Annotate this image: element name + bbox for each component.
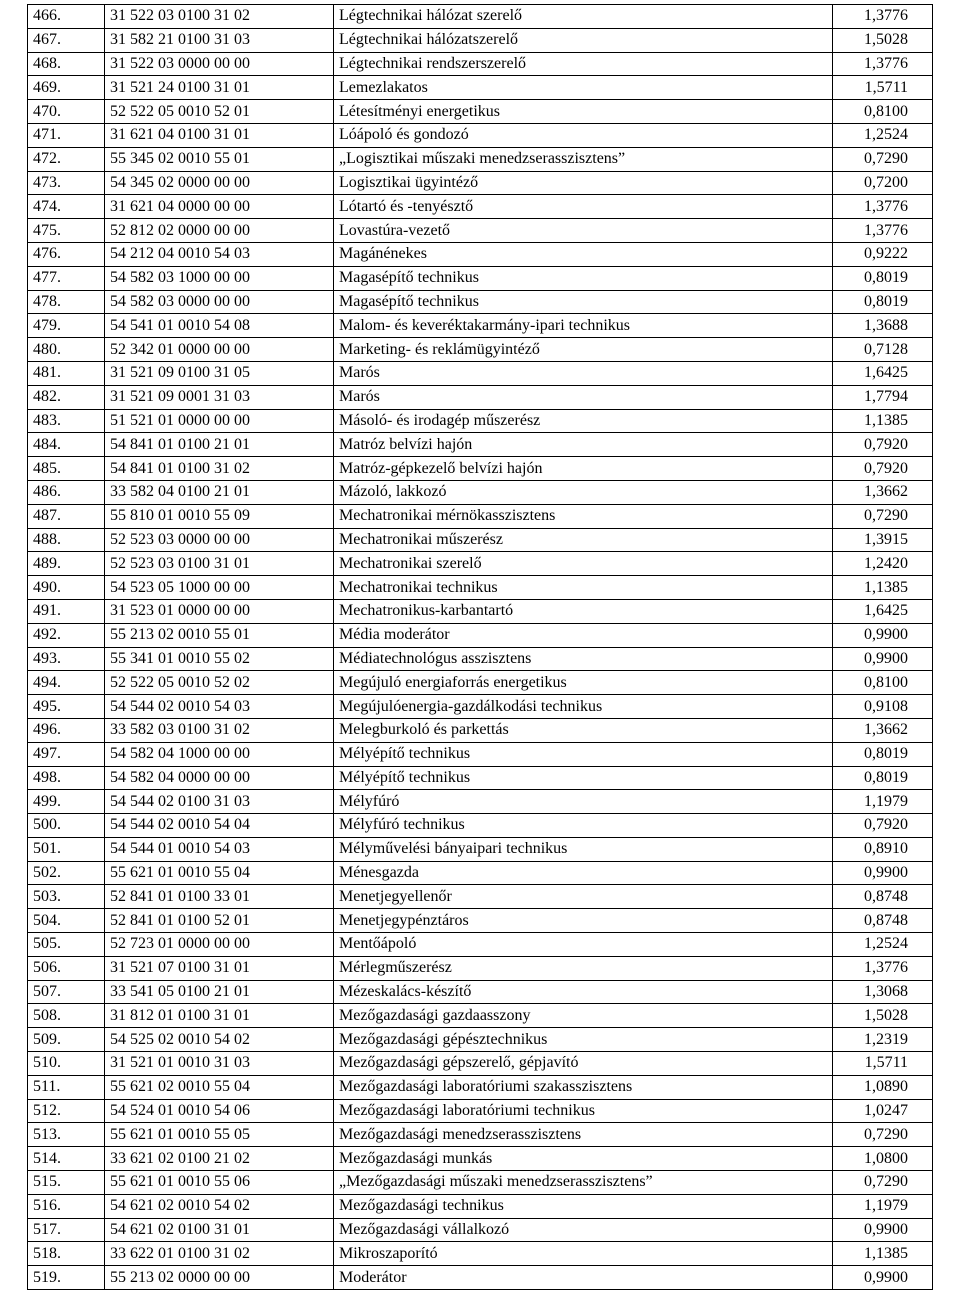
table-row <box>28 361 933 385</box>
occupation-name: Légtechnikai hálózatszerelő <box>334 28 833 52</box>
table-row <box>28 814 933 838</box>
occupation-name: Lovastúra-vezető <box>334 219 833 243</box>
occupation-name: Marketing- és reklámügyintéző <box>334 338 833 362</box>
qualification-code: 54 582 04 0000 00 00 <box>105 766 334 790</box>
occupation-name: Légtechnikai rendszerszerelő <box>334 52 833 76</box>
qualification-code: 55 345 02 0010 55 01 <box>105 147 334 171</box>
table-row <box>28 623 933 647</box>
table-row <box>28 409 933 433</box>
table-row <box>28 480 933 504</box>
occupation-name: Megújulóenergia-gazdálkodási technikus <box>334 695 833 719</box>
row-number: 473. <box>28 171 105 195</box>
row-number: 467. <box>28 28 105 52</box>
qualification-code: 54 345 02 0000 00 00 <box>105 171 334 195</box>
occupation-name: Mezőgazdasági menedzserasszisztens <box>334 1123 833 1147</box>
weight-value: 0,8910 <box>833 837 933 861</box>
row-number: 469. <box>28 76 105 100</box>
table-row <box>28 433 933 457</box>
row-number: 480. <box>28 338 105 362</box>
occupation-name: Marós <box>334 361 833 385</box>
table-row <box>28 147 933 171</box>
qualification-code: 52 523 03 0000 00 00 <box>105 528 334 552</box>
row-number: 519. <box>28 1266 105 1290</box>
qualification-code: 31 621 04 0000 00 00 <box>105 195 334 219</box>
weight-value: 1,5711 <box>833 1052 933 1076</box>
occupation-name: Moderátor <box>334 1266 833 1290</box>
row-number: 498. <box>28 766 105 790</box>
weight-value: 1,1979 <box>833 1194 933 1218</box>
occupation-name: Lemezlakatos <box>334 76 833 100</box>
table-row <box>28 100 933 124</box>
qualification-code: 51 521 01 0000 00 00 <box>105 409 334 433</box>
table-row <box>28 1194 933 1218</box>
weight-value: 0,9900 <box>833 1266 933 1290</box>
row-number: 472. <box>28 147 105 171</box>
occupation-name: Mechatronikai műszerész <box>334 528 833 552</box>
table-row <box>28 195 933 219</box>
occupation-name: Mezőgazdasági technikus <box>334 1194 833 1218</box>
weight-value: 1,0890 <box>833 1075 933 1099</box>
weight-value: 0,9900 <box>833 1218 933 1242</box>
qualification-code: 55 621 01 0010 55 04 <box>105 861 334 885</box>
qualification-code: 33 622 01 0100 31 02 <box>105 1242 334 1266</box>
table-row <box>28 76 933 100</box>
occupation-name: Mézeskalács-készítő <box>334 980 833 1004</box>
row-number: 474. <box>28 195 105 219</box>
qualification-code: 31 812 01 0100 31 01 <box>105 1004 334 1028</box>
table-row <box>28 1099 933 1123</box>
qualification-code: 54 621 02 0100 31 01 <box>105 1218 334 1242</box>
weight-value: 0,9900 <box>833 623 933 647</box>
qualification-code: 33 582 03 0100 31 02 <box>105 718 334 742</box>
qualification-code: 31 582 21 0100 31 03 <box>105 28 334 52</box>
table-row <box>28 528 933 552</box>
weight-value: 1,3662 <box>833 480 933 504</box>
occupation-name: Matróz belvízi hajón <box>334 433 833 457</box>
occupation-name: Melegburkoló és parkettás <box>334 718 833 742</box>
row-number: 511. <box>28 1075 105 1099</box>
qualification-code: 52 522 05 0010 52 02 <box>105 671 334 695</box>
row-number: 500. <box>28 814 105 838</box>
qualification-code: 55 810 01 0010 55 09 <box>105 504 334 528</box>
row-number: 476. <box>28 242 105 266</box>
weight-value: 0,8100 <box>833 100 933 124</box>
table-row <box>28 385 933 409</box>
weight-value: 0,8019 <box>833 290 933 314</box>
weight-value: 1,2420 <box>833 552 933 576</box>
qualification-code: 54 582 03 1000 00 00 <box>105 266 334 290</box>
occupation-name: Mélyépítő technikus <box>334 766 833 790</box>
row-number: 512. <box>28 1099 105 1123</box>
occupation-table <box>27 4 933 1290</box>
occupation-name: Magasépítő technikus <box>334 266 833 290</box>
table-row <box>28 576 933 600</box>
occupation-name: Mezőgazdasági gépésztechnikus <box>334 1028 833 1052</box>
table-row <box>28 885 933 909</box>
table-row <box>28 742 933 766</box>
qualification-code: 54 582 03 0000 00 00 <box>105 290 334 314</box>
weight-value: 1,3662 <box>833 718 933 742</box>
weight-value: 1,1385 <box>833 1242 933 1266</box>
row-number: 502. <box>28 861 105 885</box>
qualification-code: 52 841 01 0100 52 01 <box>105 909 334 933</box>
qualification-code: 55 213 02 0010 55 01 <box>105 623 334 647</box>
row-number: 477. <box>28 266 105 290</box>
weight-value: 1,3776 <box>833 219 933 243</box>
occupation-name: Mérlegműszerész <box>334 956 833 980</box>
table-row <box>28 266 933 290</box>
row-number: 468. <box>28 52 105 76</box>
weight-value: 0,9222 <box>833 242 933 266</box>
qualification-code: 54 544 02 0100 31 03 <box>105 790 334 814</box>
row-number: 514. <box>28 1147 105 1171</box>
occupation-name: Mikroszaporító <box>334 1242 833 1266</box>
table-row <box>28 1147 933 1171</box>
weight-value: 0,7290 <box>833 147 933 171</box>
occupation-name: Mélyfúró <box>334 790 833 814</box>
table-row <box>28 909 933 933</box>
row-number: 517. <box>28 1218 105 1242</box>
qualification-code: 55 621 01 0010 55 05 <box>105 1123 334 1147</box>
weight-value: 0,7128 <box>833 338 933 362</box>
weight-value: 1,6425 <box>833 361 933 385</box>
qualification-code: 54 544 02 0010 54 04 <box>105 814 334 838</box>
qualification-code: 54 621 02 0010 54 02 <box>105 1194 334 1218</box>
qualification-code: 54 523 05 1000 00 00 <box>105 576 334 600</box>
qualification-code: 31 521 24 0100 31 01 <box>105 76 334 100</box>
table-row <box>28 861 933 885</box>
qualification-code: 52 342 01 0000 00 00 <box>105 338 334 362</box>
occupation-name: Mechatronikai mérnökasszisztens <box>334 504 833 528</box>
qualification-code: 52 841 01 0100 33 01 <box>105 885 334 909</box>
table-row <box>28 123 933 147</box>
table-body <box>28 5 933 1290</box>
weight-value: 1,3776 <box>833 195 933 219</box>
occupation-name: „Mezőgazdasági műszaki menedzserasszisztens” <box>334 1171 833 1195</box>
row-number: 495. <box>28 695 105 719</box>
qualification-code: 54 582 04 1000 00 00 <box>105 742 334 766</box>
occupation-name: Logisztikai ügyintéző <box>334 171 833 195</box>
table-row <box>28 457 933 481</box>
row-number: 471. <box>28 123 105 147</box>
row-number: 481. <box>28 361 105 385</box>
weight-value: 1,2319 <box>833 1028 933 1052</box>
occupation-name: Mezőgazdasági gépszerelő, gépjavító <box>334 1052 833 1076</box>
qualification-code: 31 521 09 0100 31 05 <box>105 361 334 385</box>
table-row <box>28 837 933 861</box>
row-number: 484. <box>28 433 105 457</box>
qualification-code: 33 541 05 0100 21 01 <box>105 980 334 1004</box>
row-number: 497. <box>28 742 105 766</box>
table-row <box>28 956 933 980</box>
table-row <box>28 980 933 1004</box>
row-number: 478. <box>28 290 105 314</box>
row-number: 496. <box>28 718 105 742</box>
row-number: 501. <box>28 837 105 861</box>
table-row <box>28 599 933 623</box>
weight-value: 1,3776 <box>833 956 933 980</box>
table-row <box>28 1218 933 1242</box>
qualification-code: 31 522 03 0000 00 00 <box>105 52 334 76</box>
weight-value: 1,3776 <box>833 5 933 29</box>
occupation-name: Mezőgazdasági vállalkozó <box>334 1218 833 1242</box>
qualification-code: 31 523 01 0000 00 00 <box>105 599 334 623</box>
row-number: 490. <box>28 576 105 600</box>
row-number: 510. <box>28 1052 105 1076</box>
row-number: 508. <box>28 1004 105 1028</box>
weight-value: 0,7920 <box>833 433 933 457</box>
table-row <box>28 314 933 338</box>
qualification-code: 52 723 01 0000 00 00 <box>105 933 334 957</box>
table-row <box>28 1242 933 1266</box>
occupation-name: Légtechnikai hálózat szerelő <box>334 5 833 29</box>
row-number: 493. <box>28 647 105 671</box>
occupation-name: Menetjegypénztáros <box>334 909 833 933</box>
weight-value: 1,2524 <box>833 123 933 147</box>
table-row <box>28 1266 933 1290</box>
weight-value: 1,1979 <box>833 790 933 814</box>
row-number: 504. <box>28 909 105 933</box>
occupation-name: Matróz-gépkezelő belvízi hajón <box>334 457 833 481</box>
qualification-code: 54 212 04 0010 54 03 <box>105 242 334 266</box>
occupation-name: „Logisztikai műszaki menedzserasszisztens” <box>334 147 833 171</box>
row-number: 516. <box>28 1194 105 1218</box>
weight-value: 1,3915 <box>833 528 933 552</box>
row-number: 507. <box>28 980 105 1004</box>
table-row <box>28 1123 933 1147</box>
table-row <box>28 290 933 314</box>
occupation-name: Mélyművelési bányaipari technikus <box>334 837 833 861</box>
row-number: 492. <box>28 623 105 647</box>
qualification-code: 52 523 03 0100 31 01 <box>105 552 334 576</box>
occupation-name: Mezőgazdasági gazdaasszony <box>334 1004 833 1028</box>
qualification-code: 54 841 01 0100 21 01 <box>105 433 334 457</box>
occupation-name: Mechatronikai technikus <box>334 576 833 600</box>
occupation-name: Másoló- és irodagép műszerész <box>334 409 833 433</box>
weight-value: 0,9900 <box>833 861 933 885</box>
occupation-name: Mechatronikai szerelő <box>334 552 833 576</box>
qualification-code: 54 544 01 0010 54 03 <box>105 837 334 861</box>
weight-value: 0,8100 <box>833 671 933 695</box>
qualification-code: 54 524 01 0010 54 06 <box>105 1099 334 1123</box>
occupation-name: Menetjegyellenőr <box>334 885 833 909</box>
row-number: 486. <box>28 480 105 504</box>
row-number: 479. <box>28 314 105 338</box>
occupation-name: Létesítményi energetikus <box>334 100 833 124</box>
row-number: 485. <box>28 457 105 481</box>
table-row <box>28 504 933 528</box>
qualification-code: 31 521 09 0001 31 03 <box>105 385 334 409</box>
weight-value: 0,8019 <box>833 742 933 766</box>
row-number: 505. <box>28 933 105 957</box>
row-number: 513. <box>28 1123 105 1147</box>
weight-value: 1,3068 <box>833 980 933 1004</box>
qualification-code: 55 621 02 0010 55 04 <box>105 1075 334 1099</box>
weight-value: 0,8019 <box>833 766 933 790</box>
occupation-name: Marós <box>334 385 833 409</box>
table-row <box>28 647 933 671</box>
weight-value: 0,8748 <box>833 909 933 933</box>
weight-value: 0,7920 <box>833 457 933 481</box>
weight-value: 1,1385 <box>833 409 933 433</box>
table-row <box>28 171 933 195</box>
table-row <box>28 718 933 742</box>
table-row <box>28 28 933 52</box>
weight-value: 0,7290 <box>833 1123 933 1147</box>
weight-value: 1,5028 <box>833 1004 933 1028</box>
qualification-code: 31 522 03 0100 31 02 <box>105 5 334 29</box>
table-row <box>28 1171 933 1195</box>
occupation-name: Ménesgazda <box>334 861 833 885</box>
row-number: 515. <box>28 1171 105 1195</box>
qualification-code: 55 341 01 0010 55 02 <box>105 647 334 671</box>
row-number: 503. <box>28 885 105 909</box>
qualification-code: 52 812 02 0000 00 00 <box>105 219 334 243</box>
row-number: 491. <box>28 599 105 623</box>
occupation-name: Mentőápoló <box>334 933 833 957</box>
table-row <box>28 766 933 790</box>
occupation-name: Magánénekes <box>334 242 833 266</box>
table-row <box>28 1004 933 1028</box>
table-row <box>28 5 933 29</box>
table-row <box>28 695 933 719</box>
row-number: 487. <box>28 504 105 528</box>
table-row <box>28 671 933 695</box>
occupation-name: Média moderátor <box>334 623 833 647</box>
occupation-name: Mázoló, lakkozó <box>334 480 833 504</box>
occupation-name: Megújuló energiaforrás energetikus <box>334 671 833 695</box>
row-number: 518. <box>28 1242 105 1266</box>
occupation-name: Mechatronikus-karbantartó <box>334 599 833 623</box>
table-row <box>28 790 933 814</box>
qualification-code: 54 544 02 0010 54 03 <box>105 695 334 719</box>
weight-value: 1,6425 <box>833 599 933 623</box>
weight-value: 1,0800 <box>833 1147 933 1171</box>
qualification-code: 55 621 01 0010 55 06 <box>105 1171 334 1195</box>
table-row <box>28 552 933 576</box>
occupation-name: Lótartó és -tenyésztő <box>334 195 833 219</box>
row-number: 475. <box>28 219 105 243</box>
table-row <box>28 219 933 243</box>
table-row <box>28 1028 933 1052</box>
row-number: 483. <box>28 409 105 433</box>
qualification-code: 33 582 04 0100 21 01 <box>105 480 334 504</box>
weight-value: 0,8019 <box>833 266 933 290</box>
row-number: 482. <box>28 385 105 409</box>
weight-value: 1,5028 <box>833 28 933 52</box>
qualification-code: 31 621 04 0100 31 01 <box>105 123 334 147</box>
weight-value: 1,3776 <box>833 52 933 76</box>
weight-value: 0,7920 <box>833 814 933 838</box>
occupation-name: Mélyfúró technikus <box>334 814 833 838</box>
occupation-name: Mélyépítő technikus <box>334 742 833 766</box>
table-row <box>28 338 933 362</box>
weight-value: 1,1385 <box>833 576 933 600</box>
table-row <box>28 1075 933 1099</box>
table-row <box>28 933 933 957</box>
row-number: 488. <box>28 528 105 552</box>
row-number: 509. <box>28 1028 105 1052</box>
row-number: 470. <box>28 100 105 124</box>
qualification-code: 54 525 02 0010 54 02 <box>105 1028 334 1052</box>
occupation-name: Magasépítő technikus <box>334 290 833 314</box>
occupation-name: Mezőgazdasági laboratóriumi technikus <box>334 1099 833 1123</box>
weight-value: 0,7290 <box>833 1171 933 1195</box>
weight-value: 0,9108 <box>833 695 933 719</box>
weight-value: 1,2524 <box>833 933 933 957</box>
row-number: 466. <box>28 5 105 29</box>
row-number: 499. <box>28 790 105 814</box>
qualification-code: 33 621 02 0100 21 02 <box>105 1147 334 1171</box>
occupation-name: Médiatechnológus asszisztens <box>334 647 833 671</box>
weight-value: 0,7200 <box>833 171 933 195</box>
row-number: 494. <box>28 671 105 695</box>
weight-value: 0,9900 <box>833 647 933 671</box>
row-number: 489. <box>28 552 105 576</box>
qualification-code: 31 521 07 0100 31 01 <box>105 956 334 980</box>
table-row <box>28 52 933 76</box>
weight-value: 1,5711 <box>833 76 933 100</box>
table-row <box>28 1052 933 1076</box>
occupation-name: Mezőgazdasági laboratóriumi szakasszisztens <box>334 1075 833 1099</box>
occupation-name: Lóápoló és gondozó <box>334 123 833 147</box>
qualification-code: 31 521 01 0010 31 03 <box>105 1052 334 1076</box>
occupation-name: Mezőgazdasági munkás <box>334 1147 833 1171</box>
occupation-name: Malom- és keveréktakarmány-ipari technikus <box>334 314 833 338</box>
weight-value: 1,3688 <box>833 314 933 338</box>
qualification-code: 54 541 01 0010 54 08 <box>105 314 334 338</box>
qualification-code: 55 213 02 0000 00 00 <box>105 1266 334 1290</box>
row-number: 506. <box>28 956 105 980</box>
weight-value: 1,7794 <box>833 385 933 409</box>
weight-value: 1,0247 <box>833 1099 933 1123</box>
weight-value: 0,7290 <box>833 504 933 528</box>
qualification-code: 52 522 05 0010 52 01 <box>105 100 334 124</box>
qualification-code: 54 841 01 0100 31 02 <box>105 457 334 481</box>
weight-value: 0,8748 <box>833 885 933 909</box>
table-row <box>28 242 933 266</box>
